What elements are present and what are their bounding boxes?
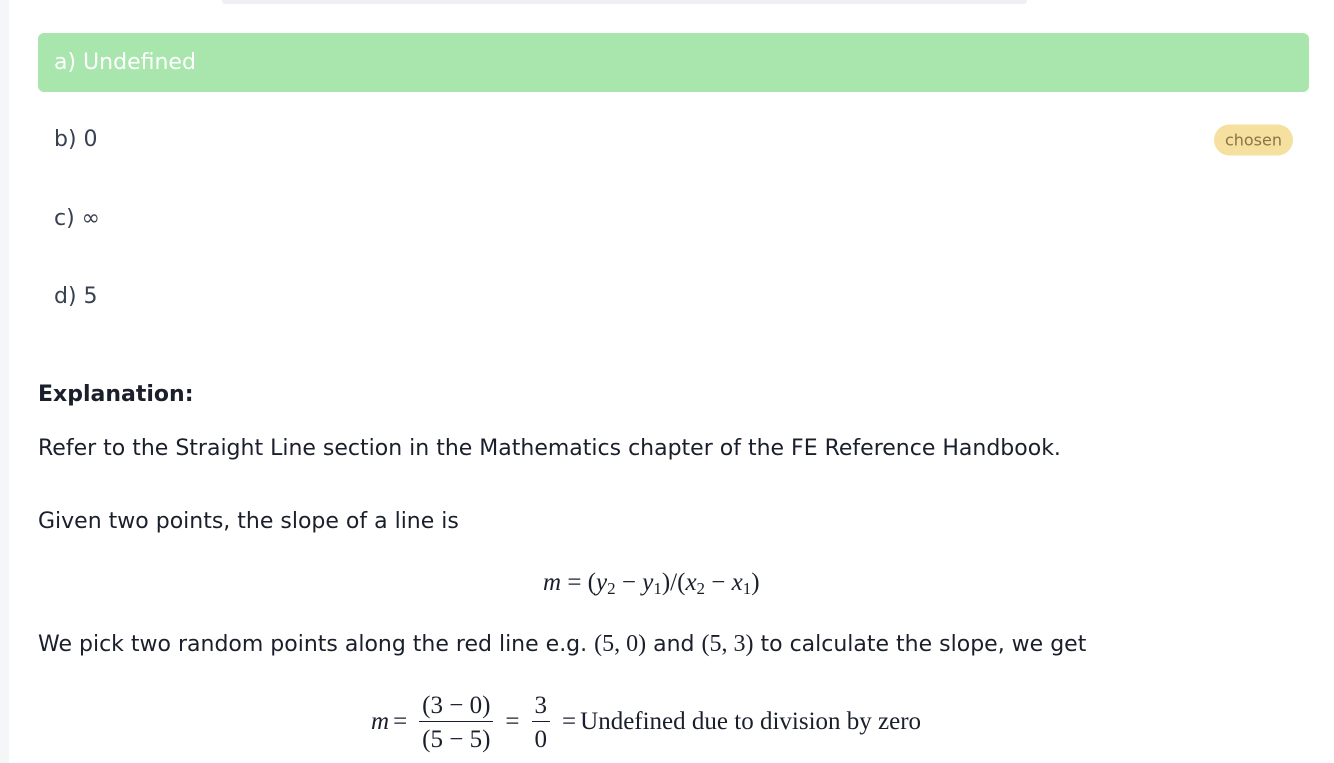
slope-formula: $m = (y_2 - y_1)/(x_2 - x_1)$ — [543, 569, 760, 598]
result-text: Undefined due to division by zero — [580, 708, 922, 735]
fraction-2 — [532, 693, 551, 752]
fraction-1-numerator: (3 − 0) — [422, 691, 491, 719]
option-a[interactable] — [38, 33, 1309, 92]
paragraph-3-and: and — [653, 632, 695, 657]
fraction-1-denominator: (5 − 5) — [419, 721, 493, 752]
slope-symbol: m — [371, 708, 390, 735]
paragraph-3-text-end: to calculate the slope, we get — [760, 632, 1087, 657]
option-b-label: b) 0 — [54, 127, 98, 152]
equals-sign: = — [393, 708, 408, 735]
explanation-paragraph-1: Refer to the Straight Line section in the Mathematics chapter of the FE Reference Handbook. — [38, 436, 1061, 461]
paragraph-3-text-start: We pick two random points along the red line e.g. — [38, 632, 588, 657]
option-d[interactable] — [38, 267, 1309, 326]
point-1: (5, 0) — [594, 631, 647, 657]
top-strip — [222, 0, 1027, 4]
explanation-title: Explanation: — [38, 382, 194, 407]
option-c[interactable] — [38, 189, 1309, 248]
left-rail — [0, 0, 9, 763]
fraction-2-numerator: 3 — [534, 691, 548, 719]
option-b[interactable] — [38, 110, 1309, 169]
equals-sign: = — [562, 708, 577, 735]
explanation-paragraph-2: Given two points, the slope of a line is — [38, 509, 459, 534]
explanation-paragraph-3 — [38, 631, 1086, 658]
option-a-label: a) Undefined — [54, 50, 196, 75]
option-c-label: c) ∞ — [54, 206, 100, 231]
equals-sign: = — [505, 708, 520, 735]
fraction-2-denominator: 0 — [532, 721, 551, 752]
option-d-label: d) 5 — [54, 284, 98, 309]
slope-calculation — [371, 684, 921, 760]
fraction-1 — [419, 693, 493, 752]
chosen-badge: chosen — [1214, 124, 1293, 155]
point-2: (5, 3) — [701, 631, 754, 657]
